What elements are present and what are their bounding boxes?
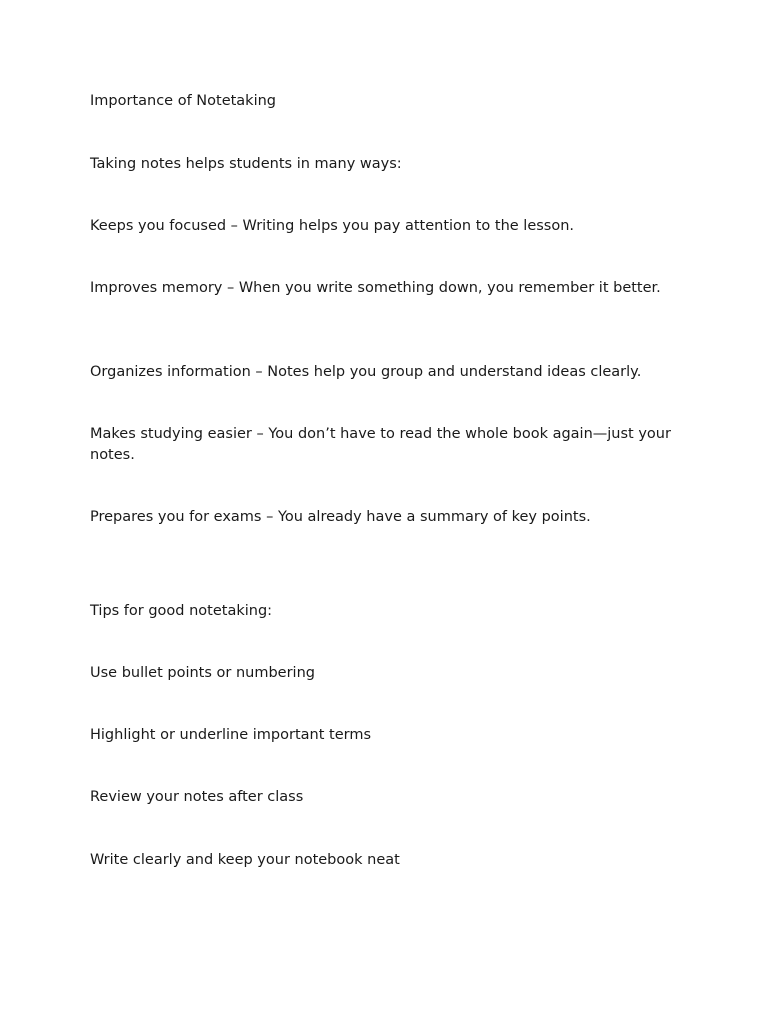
benefit-item: Makes studying easier – You don’t have to read the whole book again—just your notes. bbox=[90, 426, 671, 463]
tip-item: Use bullet points or numbering bbox=[90, 665, 315, 681]
tip-item: Write clearly and keep your notebook neat bbox=[90, 852, 400, 868]
benefit-item: Keeps you focused – Writing helps you pay attention to the lesson. bbox=[90, 218, 575, 234]
document-page bbox=[90, 0, 680, 1024]
benefit-item: Prepares you for exams – You already have a summary of key points. bbox=[90, 509, 591, 525]
benefit-item: Improves memory – When you write something down, you remember it better. bbox=[90, 280, 661, 296]
intro-text: Taking notes helps students in many ways: bbox=[90, 156, 402, 172]
tip-item: Highlight or underline important terms bbox=[90, 727, 371, 743]
document-title: Importance of Notetaking bbox=[90, 93, 277, 109]
tip-item: Review your notes after class bbox=[90, 789, 304, 805]
tips-heading: Tips for good notetaking: bbox=[90, 603, 273, 619]
benefit-item: Organizes information – Notes help you group and understand ideas clearly. bbox=[90, 364, 642, 380]
